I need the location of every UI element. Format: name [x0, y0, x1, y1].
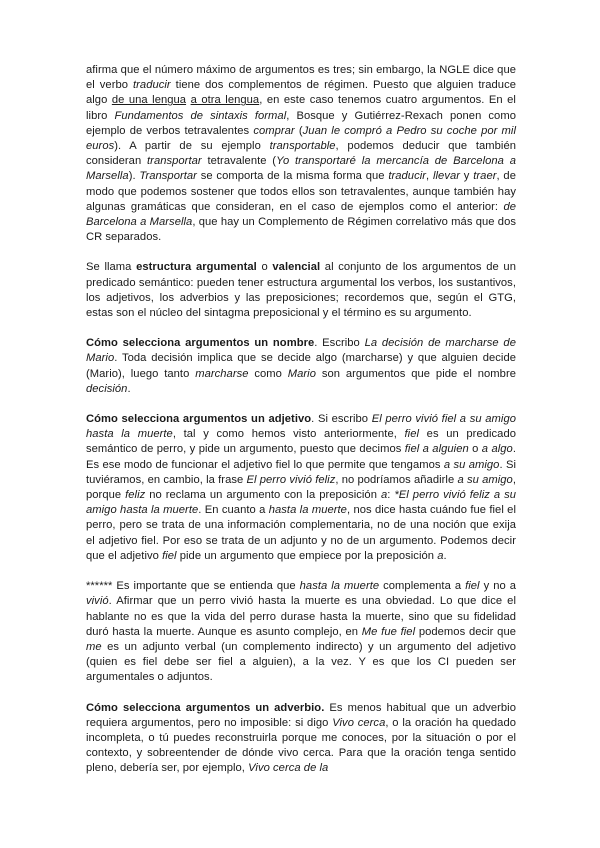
paragraph-argument-structure: Se llama estructura argumental o valencial al conjunto de los argumentos de un predicado semántico: pueden tener estructura argumental los verbos, los sustantivos, los adjetivos, los adverbios y las preposiciones; recordemos que, según el GTG, estas son el núcleo del sintagma preposicional y el término es su argumento. [86, 261, 516, 320]
paragraph-noun-arguments: Cómo selecciona argumentos un nombre. Escribo La decisión de marcharse de Mario. Toda decisión implica que se decide algo (marcharse) y que alguien decide (Mario), luego tanto marcharse como Mario son argumentos que pide el nombre decisión. [86, 337, 516, 395]
paragraph-adjective-arguments: Cómo selecciona argumentos un adjetivo. Si escribo El perro vivió fiel a su amigo hasta la muerte, tal y como hemos visto anteriormente, fiel es un predicado semántico de perro, y pide un argumento, puesto que decimos fiel a alguien o a algo. Es ese modo de funcionar el adjetivo fiel lo que permite que tengamos a su amigo. Si tuviéramos, en cambio, la frase El perro vivió feliz, no podríamos añadirle a su amigo, porque feliz no reclama un argumento con la preposición a: *El perro vivió feliz a su amigo hasta la muerte. En cuanto a hasta la muerte, nos dice hasta cuándo fue fiel el perro, pero se trata de una información complementaria, no de una noción que exija el adjetivo fiel. Por eso se trata de un adjunto y no de un argumento. Podemos decir que el adjetivo fiel pide un argumento que empiece por la preposición a. [86, 413, 516, 562]
paragraph-adverb-arguments: Cómo selecciona argumentos un adverbio. Es menos habitual que un adverbio requiera argumentos, pero no imposible: si digo Vivo cerca, o la oración ha quedado incompleta, o tú puedes reconstruirla porque me conoces, por la situación o por el contexto, y sobreentender de dónde vivo cerca. Para que la oración tenga sentido pleno, debería ser, por ejemplo, Vivo cerca de la [86, 701, 516, 775]
paragraph-verb-valency: afirma que el número máximo de argumentos es tres; sin embargo, la NGLE dice que el verbo traducir tiene dos complementos de régimen. Puesto que alguien traduce algo de una lengua a otra lengua, en este caso tenemos cuatro argumentos. En el libro Fundamentos de sintaxis formal, Bosque y Gutiérrez-Rexach ponen como ejemplo de verbos tetravalentes comprar (Juan le compró a Pedro su coche por mil euros). A partir de su ejemplo transportable, podemos deducir que también consideran transportar tetravalente (Yo transportaré la mercancía de Barcelona a Marsella). Transportar se comporta de la misma forma que traducir, llevar y traer, de modo que podemos sostener que todos ellos son tetravalentes, aunque también hay algunas gramáticas que consideran, en el caso de ejemplos como el anterior: de Barcelona a Marsella, que hay un Complemento de Régimen correlativo más que dos CR separados. [86, 64, 516, 244]
paragraph-note: ****** Es importante que se entienda que hasta la muerte complementa a fiel y no a vivió. Afirmar que un perro vivió hasta la muerte es una obviedad. Lo que dice el hablante no es que la vida del perro durase hasta la muerte, sino que su fidelidad duró hasta la muerte. Aunque es asunto complejo, en Me fue fiel podemos decir que me es un adjunto verbal (un complemento indirecto) y un argumento del adjetivo (quien es fiel debe ser fiel a alguien), a la vez. Y es que los CI pueden ser argumentales o adjuntos. [86, 580, 516, 684]
